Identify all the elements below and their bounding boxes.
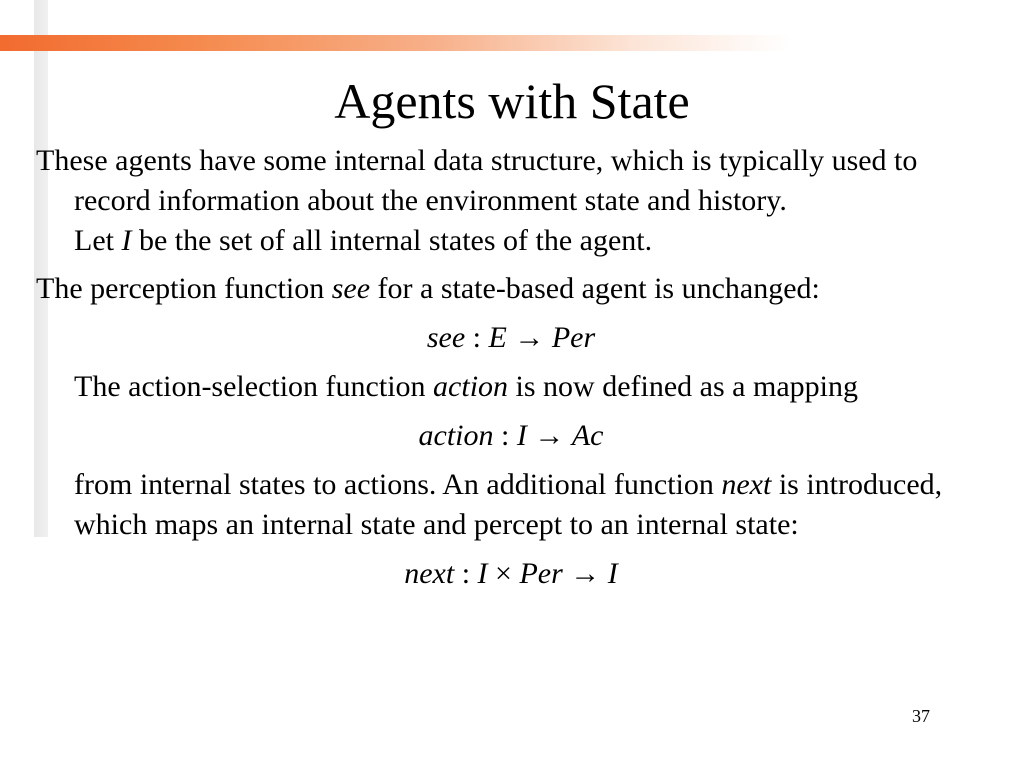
paragraph-next-function — [36, 465, 986, 545]
text-action-pre: The action-selection function — [74, 370, 434, 403]
formula-action — [36, 416, 986, 456]
text-let-rest: be the set of all internal states of the agent. — [131, 224, 653, 257]
formula-see-from: E — [488, 321, 507, 354]
formula-next — [36, 554, 986, 594]
slide-body — [36, 141, 986, 594]
formula-next-sep: : — [454, 557, 478, 590]
paragraph-internal-states — [36, 221, 986, 261]
text-action-post: is now defined as a mapping — [508, 370, 858, 403]
variable-I: I — [121, 224, 132, 257]
term-see: see — [331, 272, 371, 305]
slide-title: Agents with State — [334, 73, 690, 129]
formula-action-from: I — [516, 419, 527, 452]
times-icon: × — [487, 557, 520, 590]
text-perception-post: for a state-based agent is unchanged: — [370, 272, 820, 305]
formula-next-name: next — [404, 557, 455, 590]
formula-action-name: action — [418, 419, 494, 452]
text-next-post: is introduced, which maps an internal state and percept to an internal state: — [74, 468, 943, 541]
formula-next-b: Per — [519, 557, 563, 590]
top-accent-stripe — [0, 35, 790, 51]
formula-see-sep: : — [465, 321, 489, 354]
arrow-icon: → — [526, 419, 572, 452]
formula-see — [36, 318, 986, 358]
formula-see-name: see — [426, 321, 466, 354]
paragraph-text: These agents have some internal data structure, which is typically used to record information about the environment state and history. — [36, 144, 918, 217]
formula-see-to: Per — [551, 321, 596, 354]
formula-next-a: I — [477, 557, 488, 590]
arrow-icon: → — [506, 321, 552, 354]
page-number: 37 — [912, 706, 930, 726]
paragraph-internal-data — [36, 141, 986, 221]
text-next-pre: from internal states to actions. An additional function — [74, 468, 722, 501]
formula-next-to: I — [607, 557, 618, 590]
term-action: action — [433, 370, 509, 403]
formula-action-to: Ac — [571, 419, 604, 452]
paragraph-action-selection — [36, 367, 986, 407]
formula-action-sep: : — [493, 419, 517, 452]
text-perception-pre: The perception function — [36, 272, 332, 305]
arrow-icon: → — [562, 557, 608, 590]
paragraph-perception — [36, 269, 986, 309]
text-let: Let — [74, 224, 122, 257]
term-next: next — [721, 468, 772, 501]
